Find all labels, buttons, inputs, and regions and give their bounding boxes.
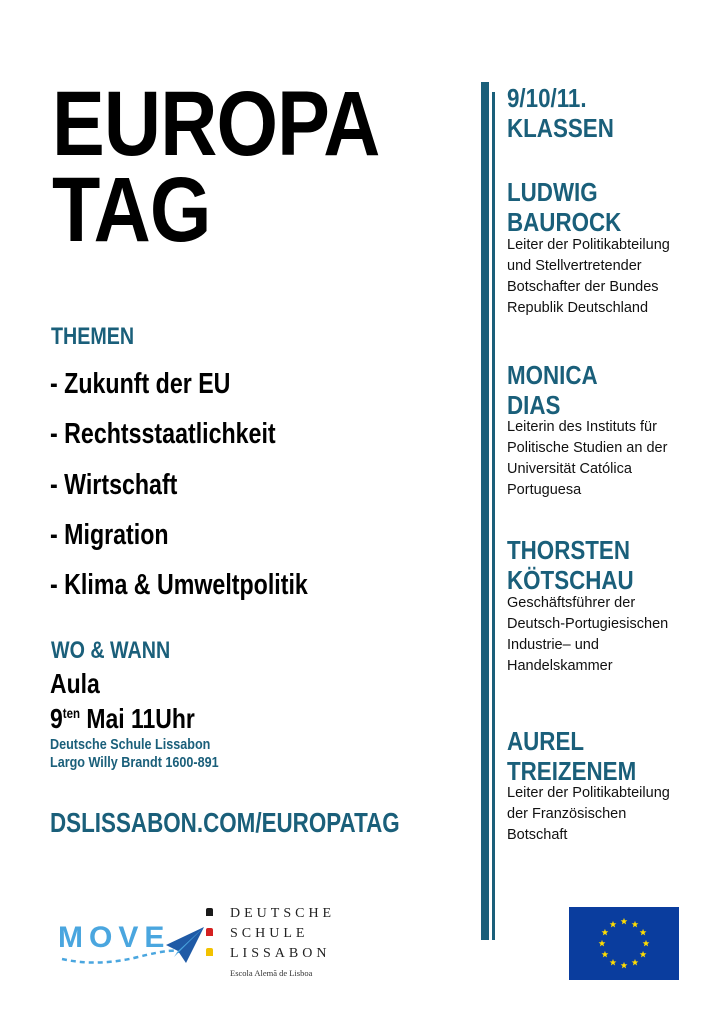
speaker-desc-line: und Stellvertretender <box>507 258 642 274</box>
dsl-square-black-icon <box>206 908 213 916</box>
move-logo <box>58 915 208 975</box>
speaker-last-name: TREIZENEM <box>507 756 637 786</box>
event-day: 9 <box>50 703 63 734</box>
topic-item: - Klima & Umweltpolitik <box>50 569 308 601</box>
speaker-desc-line: Republik Deutschland <box>507 300 649 316</box>
speaker-desc-line: Portuguesa <box>507 482 582 498</box>
klassen-line-2: KLASSEN <box>507 113 614 143</box>
themen-heading: THEMEN <box>51 323 135 350</box>
school-name: Deutsche Schule Lissabon <box>50 736 211 753</box>
klassen-line-1: 9/10/11. <box>507 83 587 113</box>
topic-item: - Rechtsstaatlichkeit <box>50 418 276 450</box>
speaker-first-name: LUDWIG <box>507 177 598 207</box>
event-day-suffix: ten <box>62 705 80 721</box>
event-date <box>50 703 195 735</box>
speaker-first-name: AUREL <box>507 726 585 756</box>
dsl-logo-line <box>206 904 335 924</box>
topic-item: - Zukunft der EU <box>50 368 231 400</box>
title-line-2: TAG <box>52 159 211 261</box>
speaker-description <box>507 417 707 501</box>
speaker-description <box>507 593 707 677</box>
dsl-logo <box>206 904 335 978</box>
school-address: Largo Willy Brandt 1600-891 <box>50 754 219 771</box>
event-place: Aula <box>50 668 100 699</box>
topic-item: - Migration <box>50 519 169 551</box>
speaker-desc-line: Universität Católica <box>507 461 632 477</box>
speaker-desc-line: Leiter der Politikabteilung <box>507 785 670 801</box>
dsl-logo-word: SCHULE <box>230 926 309 941</box>
speaker-desc-line: Leiter der Politikabteilung <box>507 237 670 253</box>
speaker-first-name: THORSTEN <box>507 535 630 565</box>
topic-item: - Wirtschaft <box>50 469 178 501</box>
dsl-logo-word: DEUTSCHE <box>230 906 336 921</box>
speaker-desc-line: Botschafter der Bundes <box>507 279 659 295</box>
speaker-desc-line: Leiterin des Instituts für <box>507 419 657 435</box>
speaker-description <box>507 783 707 846</box>
dsl-logo-word: LISSABON <box>230 946 331 961</box>
speaker-description <box>507 235 707 319</box>
speaker-desc-line: Botschaft <box>507 827 568 843</box>
eu-flag-icon <box>569 907 679 980</box>
speaker-desc-line: Industrie– und <box>507 637 599 653</box>
speaker-desc-line: Deutsch-Portugiesischen <box>507 616 669 632</box>
dsl-square-gold-icon <box>206 948 213 956</box>
divider-bar-thin <box>492 92 495 940</box>
speaker-last-name: KÖTSCHAU <box>507 565 634 595</box>
speaker-last-name: BAUROCK <box>507 207 622 237</box>
title-line-1: EUROPA <box>52 73 380 175</box>
dsl-logo-subtitle: Escola Alemã de Lisboa <box>230 968 313 978</box>
wo-wann-heading: WO & WANN <box>51 637 171 664</box>
speaker-desc-line: Handelskammer <box>507 658 613 674</box>
event-date-rest: Mai 11Uhr <box>86 703 195 734</box>
dsl-square-red-icon <box>206 928 213 936</box>
speaker-desc-line: Politische Studien an der <box>507 440 668 456</box>
speaker-desc-line: der Französischen <box>507 806 627 822</box>
dsl-logo-line <box>206 944 335 964</box>
divider-bar-thick <box>481 82 489 940</box>
dsl-logo-line <box>206 924 335 944</box>
speaker-first-name: MONICA <box>507 360 598 390</box>
event-url[interactable]: DSLISSABON.COM/EUROPATAG <box>50 807 400 838</box>
speaker-desc-line: Geschäftsführer der <box>507 595 636 611</box>
move-logo-text: MOVE <box>58 921 171 954</box>
speaker-last-name: DIAS <box>507 390 561 420</box>
